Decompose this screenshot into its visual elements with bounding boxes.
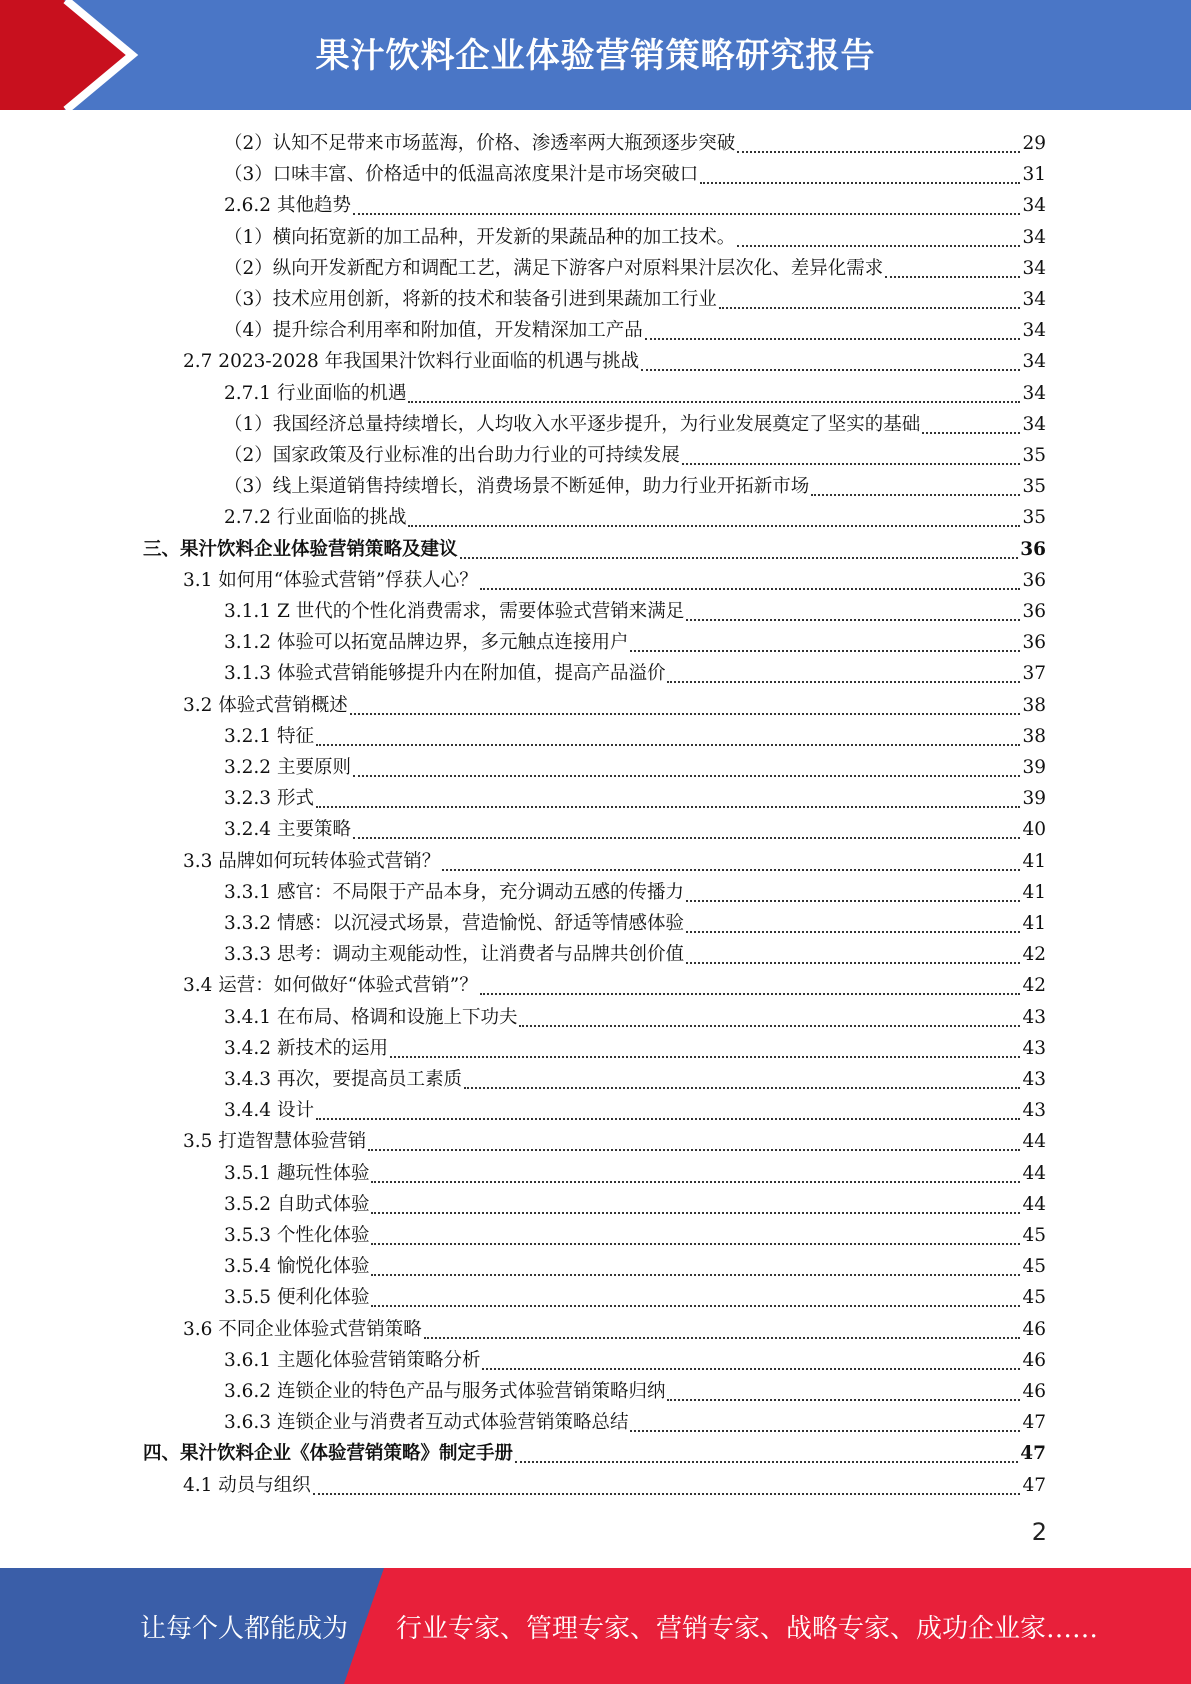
toc-entry[interactable] [224, 1376, 1046, 1407]
toc-entry-title: （3）口味丰富、价格适中的低温高浓度果汁是市场突破口 [224, 164, 699, 186]
toc-entry[interactable] [224, 1282, 1046, 1313]
toc-entry-page: 45 [1022, 1287, 1046, 1309]
toc-entry-page: 43 [1022, 1100, 1046, 1122]
toc-entry-title: 3.4.3 再次，要提高员工素质 [224, 1069, 462, 1090]
toc-entry-page: 44 [1022, 1162, 1046, 1184]
toc-dot-leader [353, 774, 1021, 777]
toc-entry-title: 3.4 运营：如何做好“体验式营销”？ [183, 975, 478, 997]
toc-dot-leader [408, 524, 1020, 527]
toc-dot-leader [630, 1429, 1020, 1432]
toc-dot-leader [460, 556, 1019, 559]
toc-entry[interactable] [224, 721, 1046, 752]
toc-dot-leader [667, 1398, 1020, 1401]
toc-dot-leader [641, 368, 1020, 371]
toc-entry-page: 35 [1022, 507, 1046, 529]
toc-dot-leader [515, 1460, 1018, 1463]
toc-entry-page: 38 [1022, 725, 1046, 747]
page-number: 2 [1031, 1518, 1047, 1546]
toc-dot-leader [480, 992, 1021, 995]
toc-dot-leader [645, 337, 1021, 340]
toc-dot-leader [686, 961, 1020, 964]
toc-entry-title: （3）技术应用创新，将新的技术和装备引进到果蔬加工行业 [224, 289, 717, 310]
toc-entry-page: 47 [1020, 1443, 1046, 1465]
toc-dot-leader [353, 212, 1021, 215]
toc-entry-title: 3.5.3 个性化体验 [224, 1225, 370, 1246]
toc-dot-leader [424, 1336, 1021, 1339]
toc-dot-leader [390, 1055, 1020, 1058]
toc-entry-page: 46 [1022, 1318, 1046, 1340]
toc-entry-title: 3.4.4 设计 [224, 1100, 314, 1122]
toc-entry[interactable] [224, 315, 1046, 346]
toc-dot-leader [316, 743, 1021, 746]
toc-entry-title: （2）纵向开发新配方和调配工艺，满足下游客户对原料果汁层次化、差异化需求 [224, 257, 884, 279]
toc-entry-page: 39 [1022, 788, 1046, 810]
toc-entry-page: 39 [1022, 757, 1046, 778]
toc-entry-title: 2.7.1 行业面临的机遇 [224, 382, 407, 404]
toc-entry-title: （3）线上渠道销售持续增长，消费场景不断延伸，助力行业开拓新市场 [224, 476, 810, 498]
toc-entry-title: （2）认知不足带来市场蓝海，价格、渗透率两大瓶颈逐步突破 [224, 133, 736, 154]
toc-dot-leader [686, 899, 1020, 902]
toc-entry[interactable] [183, 565, 1046, 596]
toc-entry-title: 3.3.2 情感：以沉浸式场景，营造愉悦、舒适等情感体验 [224, 913, 684, 934]
toc-entry[interactable] [224, 877, 1046, 908]
toc-entry-page: 35 [1022, 476, 1046, 498]
toc-dot-leader [442, 868, 1020, 871]
toc-entry-page: 45 [1022, 1256, 1046, 1278]
toc-dot-leader [885, 275, 1020, 278]
toc-entry-page: 34 [1022, 413, 1046, 435]
toc-dot-leader [667, 680, 1020, 683]
toc-dot-leader [719, 306, 1021, 309]
toc-entry[interactable] [224, 409, 1046, 440]
toc-entry[interactable] [224, 1345, 1046, 1376]
toc-entry-page: 34 [1022, 257, 1046, 279]
toc-dot-leader [464, 1086, 1020, 1089]
toc-entry[interactable] [224, 596, 1046, 627]
toc-entry[interactable] [224, 440, 1046, 471]
toc-entry-page: 31 [1022, 164, 1046, 186]
toc-entry-title: 3.6.3 连锁企业与消费者互动式体验营销策略总结 [224, 1412, 629, 1434]
toc-entry-page: 47 [1022, 1474, 1046, 1496]
toc-entry-title: 四、果汁饮料企业《体验营销策略》制定手册 [143, 1443, 514, 1465]
toc-entry-title: 3.3 品牌如何玩转体验式营销？ [183, 850, 441, 872]
toc-entry-page: 47 [1022, 1412, 1046, 1434]
toc-dot-leader [371, 1180, 1020, 1183]
toc-entry-title: 3.6.2 连锁企业的特色产品与服务式体验营销策略归纳 [224, 1381, 666, 1402]
toc-entry[interactable] [224, 159, 1046, 190]
toc-entry-title: 3.2.1 特征 [224, 725, 314, 747]
toc-entry-page: 38 [1022, 694, 1046, 716]
toc-dot-leader [482, 1367, 1020, 1370]
toc-entry[interactable] [143, 534, 1046, 565]
toc-entry-page: 42 [1022, 975, 1046, 997]
toc-entry-title: （2）国家政策及行业标准的出台助力行业的可持续发展 [224, 445, 680, 466]
toc-entry-page: 36 [1022, 601, 1046, 622]
toc-entry-page: 43 [1022, 1037, 1046, 1059]
toc-entry-title: （1）横向拓宽新的加工品种，开发新的果蔬品种的加工技术。 [224, 226, 736, 248]
toc-entry-page: 41 [1022, 913, 1046, 934]
toc-entry[interactable] [224, 752, 1046, 783]
toc-entry-title: 3.1.3 体验式营销能够提升内在附加值，提高产品溢价 [224, 663, 666, 685]
toc-entry-title: 3.4.2 新技术的运用 [224, 1037, 388, 1059]
toc-dot-leader [371, 1211, 1020, 1214]
toc-entry-page: 41 [1022, 850, 1046, 872]
toc-entry-page: 34 [1022, 320, 1046, 342]
toc-entry-page: 29 [1022, 133, 1046, 154]
toc-entry-page: 45 [1022, 1225, 1046, 1246]
toc-dot-leader [408, 400, 1020, 403]
toc-entry-title: （4）提升综合利用率和附加值，开发精深加工产品 [224, 320, 643, 342]
toc-dot-leader [316, 1117, 1021, 1120]
toc-entry-title: 3.1.2 体验可以拓宽品牌边界，多元触点连接用户 [224, 632, 629, 654]
toc-dot-leader [922, 431, 1020, 434]
toc-dot-leader [368, 1148, 1020, 1151]
toc-entry-page: 46 [1022, 1349, 1046, 1371]
toc-dot-leader [519, 1024, 1020, 1027]
toc-entry-page: 43 [1022, 1006, 1046, 1028]
toc-entry-title: 3.5.1 趣玩性体验 [224, 1162, 370, 1184]
toc-entry[interactable] [224, 1158, 1046, 1189]
toc-entry-page: 44 [1022, 1193, 1046, 1215]
toc-entry-page: 42 [1022, 944, 1046, 966]
toc-dot-leader [682, 462, 1021, 465]
toc-entry[interactable] [183, 970, 1046, 1001]
toc-entry[interactable] [224, 253, 1046, 284]
toc-entry[interactable] [224, 939, 1046, 970]
toc-entry[interactable] [224, 502, 1046, 533]
toc-entry[interactable] [224, 1095, 1046, 1126]
toc-entry-title: 3.1.1 Z 世代的个性化消费需求，需要体验式营销来满足 [224, 601, 685, 622]
toc-entry-page: 44 [1022, 1131, 1046, 1153]
toc-entry[interactable] [224, 1064, 1046, 1095]
toc-entry[interactable] [224, 658, 1046, 689]
toc-entry[interactable] [224, 627, 1046, 658]
toc-entry-page: 40 [1022, 819, 1046, 841]
toc-entry-page: 36 [1022, 569, 1046, 591]
toc-dot-leader [686, 618, 1020, 621]
toc-entry-page: 34 [1022, 195, 1046, 217]
toc-dot-leader [737, 150, 1020, 153]
toc-entry-title: 三、果汁饮料企业体验营销策略及建议 [143, 538, 458, 560]
toc-entry-title: 4.1 动员与组织 [183, 1474, 311, 1496]
toc-dot-leader [316, 805, 1021, 808]
toc-entry-title: 2.7 2023-2028 年我国果汁饮料行业面临的机遇与挑战 [183, 351, 640, 373]
toc-entry-title: 3.6 不同企业体验式营销策略 [183, 1318, 422, 1340]
toc-entry[interactable] [224, 814, 1046, 845]
toc-dot-leader [371, 1242, 1020, 1245]
toc-entry[interactable] [224, 1033, 1046, 1064]
toc-entry-title: 2.7.2 行业面临的挑战 [224, 507, 407, 529]
toc-dot-leader [371, 1273, 1020, 1276]
toc-dot-leader [686, 930, 1020, 933]
toc-dot-leader [811, 493, 1020, 496]
page-header [0, 0, 1191, 110]
toc-entry[interactable] [224, 471, 1046, 502]
toc-dot-leader [371, 1304, 1020, 1307]
toc-entry-page: 36 [1022, 632, 1046, 654]
toc-entry[interactable] [224, 1407, 1046, 1438]
toc-entry[interactable] [224, 1251, 1046, 1282]
toc-entry[interactable] [224, 1220, 1046, 1251]
toc-entry[interactable] [224, 190, 1046, 221]
toc-dot-leader [737, 244, 1020, 247]
toc-dot-leader [313, 1492, 1021, 1495]
toc-entry-page: 35 [1022, 445, 1046, 466]
toc-entry-title: 2.6.2 其他趋势 [224, 195, 351, 217]
toc-entry-page: 34 [1022, 289, 1046, 310]
footer-slogan-left: 让每个人都能成为 [140, 1614, 349, 1644]
toc-entry[interactable] [224, 908, 1046, 939]
toc-entry-page: 43 [1022, 1069, 1046, 1090]
toc-entry-title: 3.3.1 感官：不局限于产品本身，充分调动五感的传播力 [224, 881, 684, 903]
toc-entry-title: 3.2 体验式营销概述 [183, 694, 348, 716]
toc-entry[interactable] [224, 378, 1046, 409]
toc-entry-title: 3.5.4 愉悦化体验 [224, 1256, 370, 1278]
toc-entry[interactable] [224, 222, 1046, 253]
toc-entry[interactable] [224, 284, 1046, 315]
toc-dot-leader [630, 649, 1020, 652]
toc-entry-title: 3.2.4 主要策略 [224, 819, 351, 841]
toc-entry-page: 34 [1022, 351, 1046, 373]
toc-entry-title: 3.4.1 在布局、格调和设施上下功夫 [224, 1006, 518, 1028]
report-title: 果汁饮料企业体验营销策略研究报告 [315, 36, 876, 76]
toc-entry-title: （1）我国经济总量持续增长，人均收入水平逐步提升，为行业发展奠定了坚实的基础 [224, 413, 921, 435]
toc-entry[interactable] [224, 128, 1046, 159]
toc-dot-leader [700, 181, 1020, 184]
toc-entry-page: 41 [1022, 881, 1046, 903]
toc-entry[interactable] [224, 783, 1046, 814]
toc-dot-leader [480, 587, 1021, 590]
toc-entry-page: 46 [1022, 1381, 1046, 1402]
toc-dot-leader [353, 836, 1021, 839]
toc-entry-title: 3.2.2 主要原则 [224, 757, 351, 778]
toc-entry-title: 3.3.3 思考：调动主观能动性，让消费者与品牌共创价值 [224, 944, 684, 966]
toc-entry-page: 37 [1022, 663, 1046, 685]
toc-entry-title: 3.6.1 主题化体验营销策略分析 [224, 1349, 481, 1371]
toc-entry-title: 3.5.5 便利化体验 [224, 1287, 370, 1309]
toc-entry-title: 3.2.3 形式 [224, 788, 314, 810]
page-footer [0, 1568, 1191, 1684]
toc-entry[interactable] [224, 1189, 1046, 1220]
footer-slogan-right: 行业专家、管理专家、营销专家、战略专家、成功企业家…… [396, 1614, 1099, 1644]
toc-entry-page: 36 [1020, 538, 1046, 560]
toc-entry-title: 3.5.2 自助式体验 [224, 1193, 370, 1215]
toc-dot-leader [350, 712, 1021, 715]
toc-entry[interactable] [183, 1126, 1046, 1157]
toc-entry[interactable] [143, 1438, 1046, 1469]
toc-entry[interactable] [183, 1470, 1046, 1501]
toc-entry[interactable] [224, 1002, 1046, 1033]
toc-entry-title: 3.1 如何用“体验式营销”俘获人心？ [183, 569, 478, 591]
toc-entry[interactable] [183, 1314, 1046, 1345]
toc-entry[interactable] [183, 846, 1046, 877]
toc-entry-page: 34 [1022, 226, 1046, 248]
toc-entry[interactable] [183, 346, 1046, 377]
toc-entry-page: 34 [1022, 382, 1046, 404]
toc-entry[interactable] [183, 690, 1046, 721]
toc-entry-title: 3.5 打造智慧体验营销 [183, 1131, 367, 1153]
